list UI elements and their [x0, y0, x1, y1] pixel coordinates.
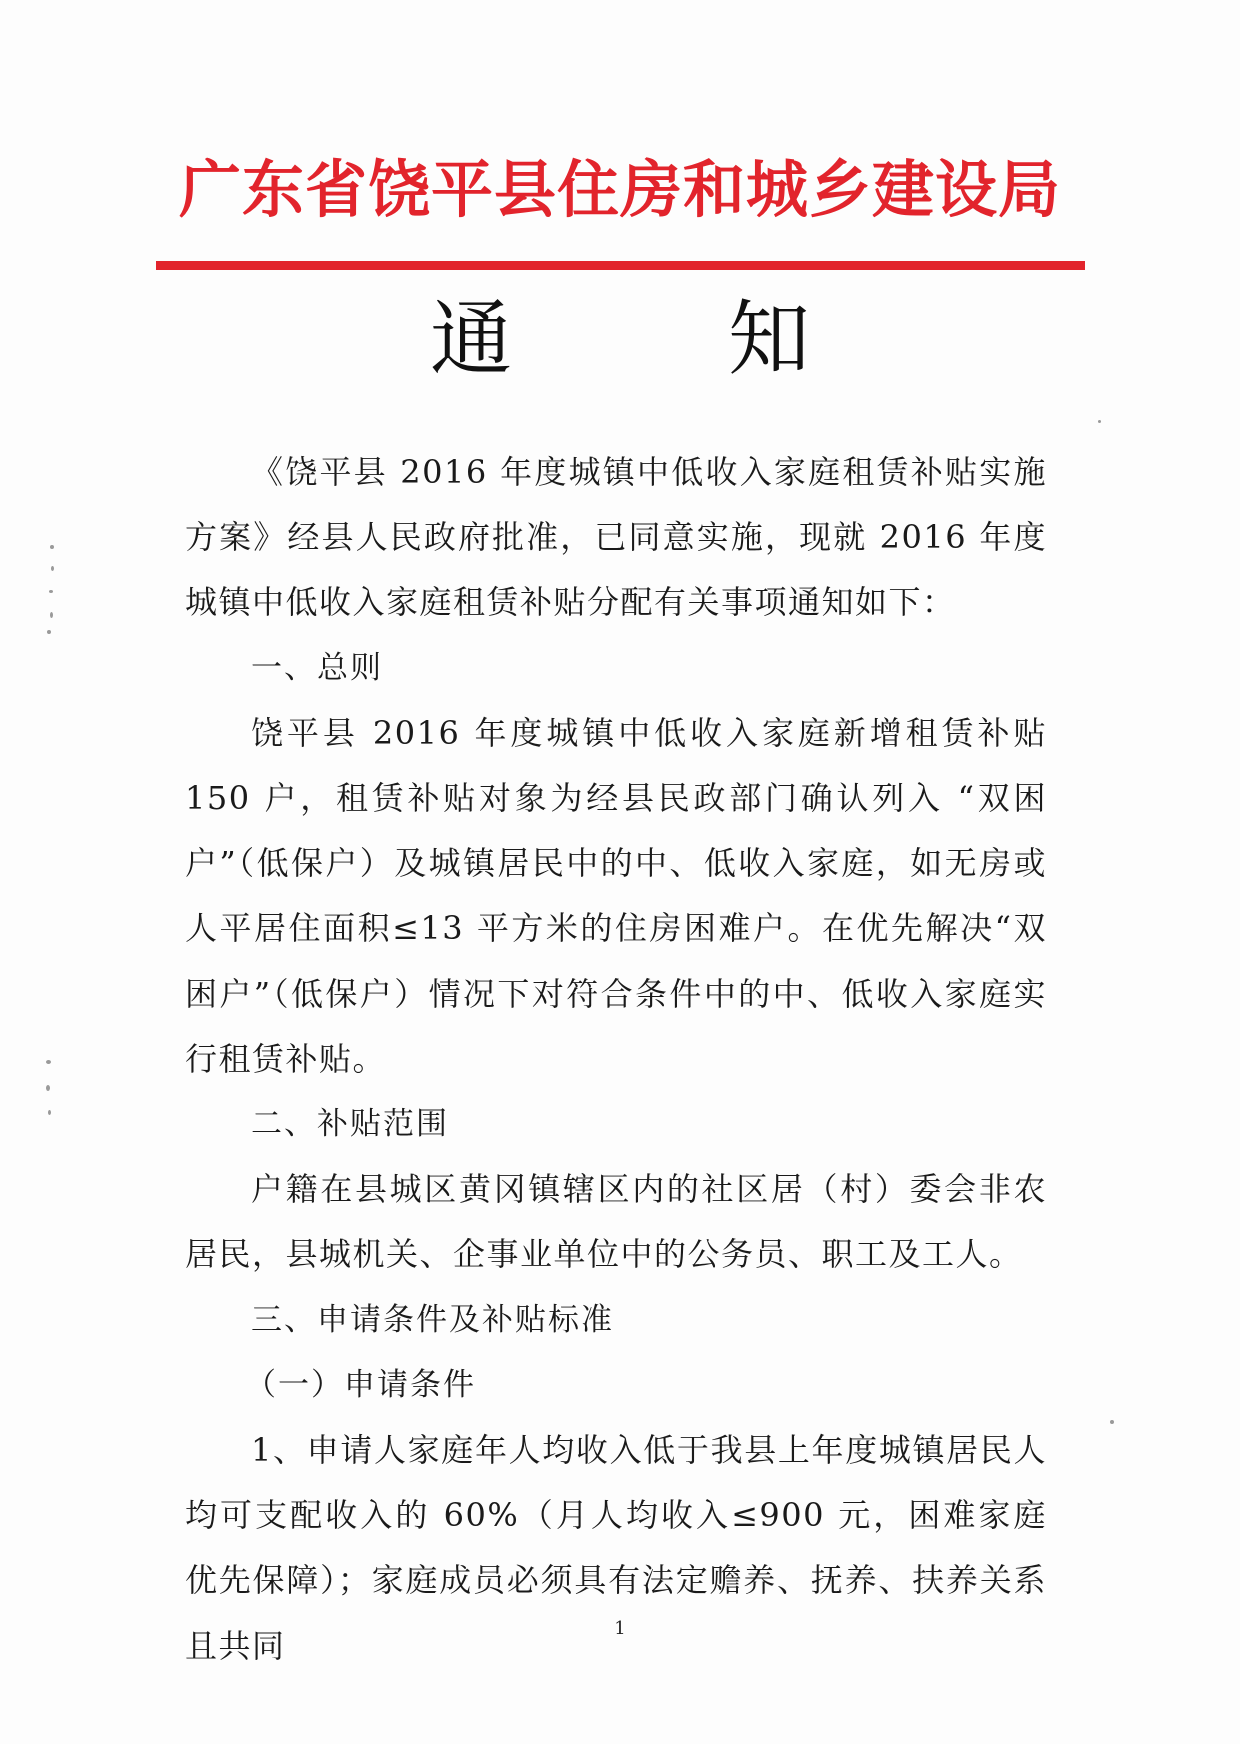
scan-speck [47, 630, 51, 634]
subsection-heading-application: （一）申请条件 [245, 1366, 476, 1403]
scan-speck [1098, 420, 1101, 423]
intro-paragraph: 《饶平县 2016 年度城镇中低收入家庭租赁补贴实施方案》经县人民政府批准，已同意实施，现就 2016 年度城镇中低收入家庭租赁补贴分配有关事项通知如下： [185, 453, 1047, 622]
scan-speck [48, 1110, 51, 1115]
scan-speck [46, 1085, 50, 1091]
condition-item-1: 1、申请人家庭年人均收入低于我县上年度城镇居民人均可支配收入的 60%（月人均收入≤900 元，困难家庭优先保障）；家庭成员必须具有法定赡养、抚养、扶养关系且共同 [185, 1431, 1047, 1665]
agency-header-title: 广东省饶平县住房和城乡建设局 [178, 153, 1061, 226]
page-number: 1 [614, 1618, 626, 1639]
section-scope-paragraph: 户籍在县城区黄冈镇辖区内的社区居（村）委会非农居民，县城机关、企事业单位中的公务员、职工及工人。 [185, 1170, 1047, 1274]
section-heading-scope: 二、补贴范围 [251, 1106, 449, 1143]
document-title [430, 290, 810, 390]
scan-speck [46, 1060, 51, 1064]
scan-speck [1110, 1420, 1114, 1424]
document-title-char-2: 知 [727, 292, 810, 387]
red-divider-rule [156, 261, 1085, 270]
document-title-char-1: 通 [430, 292, 513, 387]
scan-speck [50, 545, 54, 549]
section-general-paragraph: 饶平县 2016 年度城镇中低收入家庭新增租赁补贴 150 户，租赁补贴对象为经县民政部门确认列入 “双困户”（低保户）及城镇居民中的中、低收入家庭，如无房或人平居住面积≤13 平方米的住房困难户。在优先解决“双困户”（低保户）情况下对符合条件中的中、低收入家庭实行租赁补贴。 [185, 713, 1047, 1078]
document-body [185, 440, 1047, 1679]
scan-speck [49, 590, 53, 593]
section-heading-conditions: 三、申请条件及补贴标准 [251, 1301, 614, 1338]
scan-speck [51, 566, 54, 571]
scan-speck [50, 612, 53, 618]
section-heading-general: 一、总则 [251, 649, 383, 686]
